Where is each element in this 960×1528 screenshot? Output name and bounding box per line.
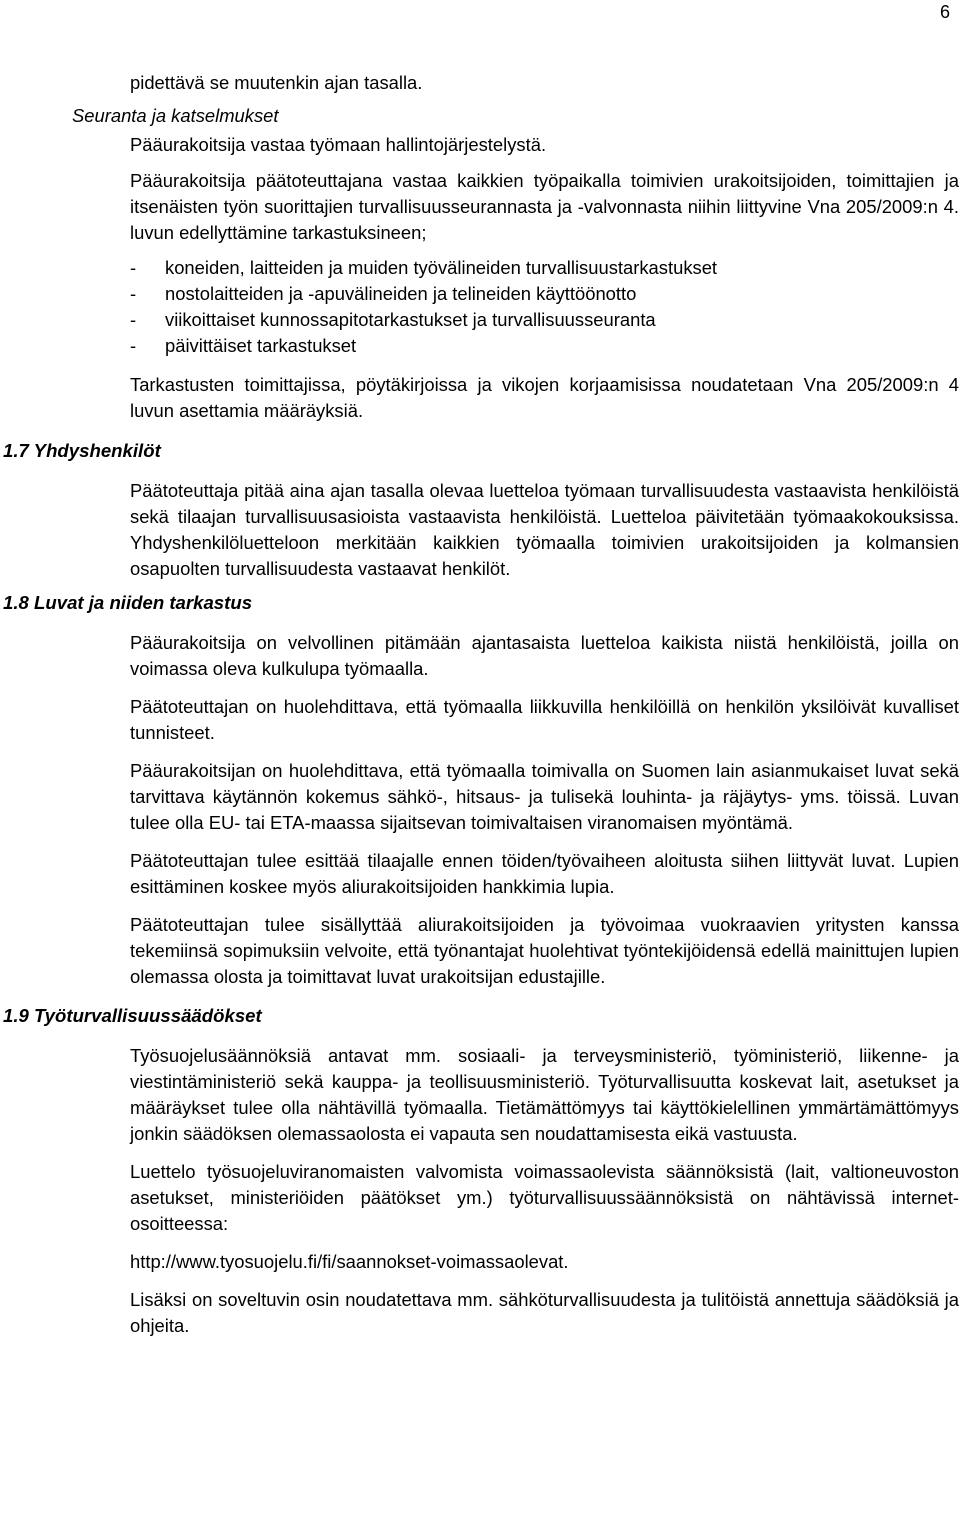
inspection-list [130, 255, 959, 359]
legislation-url: http://www.tyosuojelu.fi/fi/saannokset-voimassaolevat. [130, 1251, 569, 1272]
section-1-9-paragraph-3: Lisäksi on soveltuvin osin noudatettava mm. sähköturvallisuudesta ja tulitöistä annettuja säädöksiä ja ohjeita. [130, 1289, 959, 1336]
page-number: 6 [939, 2, 950, 22]
list-item: - nostolaitteiden ja -apuvälineiden ja telineiden käyttöönotto [130, 281, 959, 307]
seuranta-paragraph-2: Pääurakoitsija päätoteuttajana vastaa kaikkien työpaikalla toimivien urakoitsijoiden, toimittajien ja itsenäisten työn suorittajien turvallisuusseurannasta ja -valvonnasta niihin liittyvine Vna 205/2009:n 4. luvun edellyttämine tarkastuksineen; [130, 170, 959, 243]
section-1-8-paragraph-4: Päätoteuttajan tulee esittää tilaajalle ennen töiden/työvaiheen aloitusta siihen liittyvät luvat. Lupien esittäminen koskee myös aliurakoitsijoiden hankkimia lupia. [130, 850, 959, 897]
section-1-8-paragraph-5: Päätoteuttajan tulee sisällyttää aliurakoitsijoiden ja työvoimaa vuokraavien yritysten kanssa tekemiinsä sopimuksiin velvoite, että työnantajat huolehtivat työntekijöidensä edellä mainittujen lupien olemassa olosta ja toimittavat luvat urakoitsijan edustajille. [130, 914, 959, 987]
section-heading-1-7: 1.7 Yhdyshenkilöt [3, 440, 161, 461]
section-1-9-paragraph-2: Luettelo työsuojeluviranomaisten valvomista voimassaolevista säännöksistä (lait, valtioneuvoston asetukset, ministeriöiden päätökset ym.) työturvallisuussäännöksistä on nähtävissä internet-osoitteessa: [130, 1161, 959, 1234]
list-item: - viikoittaiset kunnossapitotarkastukset ja turvallisuusseuranta [130, 307, 959, 333]
section-1-8-paragraph-1: Pääurakoitsija on velvollinen pitämään ajantasaista luetteloa kaikista niistä henkilöistä, joilla on voimassa oleva kulkulupa työmaalla. [130, 632, 959, 679]
section-1-7-paragraph-1: Päätoteuttaja pitää aina ajan tasalla olevaa luetteloa työmaan turvallisuudesta vastaavista henkilöistä sekä tilaajan turvallisuusasioista vastaavista henkilöistä. Luetteloa päivitetään työmaakokouksissa. Yhdyshenkilöluetteloon merkitään kaikkien työmaalla toimivien urakoitsijoiden ja kolmansien osapuolten turvallisuudesta vastaavat henkilöt. [130, 480, 959, 579]
seuranta-paragraph-1: Pääurakoitsija vastaa työmaan hallintojärjestelystä. [130, 134, 547, 155]
section-heading-1-9: 1.9 Työturvallisuussäädökset [3, 1005, 262, 1026]
section-1-8-paragraph-2: Päätoteuttajan on huolehdittava, että työmaalla liikkuvilla henkilöillä on henkilön yksilöivät kuvalliset tunnisteet. [130, 696, 959, 743]
seuranta-paragraph-3: Tarkastusten toimittajissa, pöytäkirjoissa ja vikojen korjaamisissa noudatetaan Vna 205/2009:n 4 luvun asettamia määräyksiä. [130, 374, 959, 421]
section-1-8-paragraph-3: Pääurakoitsijan on huolehdittava, että työmaalla toimivalla on Suomen lain asianmukaiset luvat sekä tarvittava käytännön kokemus sähkö-, hitsaus- ja tulisekä louhinta- ja räjäytys- yms. töissä. Luvan tulee olla EU- tai ETA-maassa sijaitsevan toimivaltaisen viranomaisen myöntämä. [130, 760, 959, 833]
intro-line: pidettävä se muutenkin ajan tasalla. [130, 72, 423, 93]
list-item: - koneiden, laitteiden ja muiden työvälineiden turvallisuustarkastukset [130, 255, 959, 281]
seuranta-heading: Seuranta ja katselmukset [72, 105, 279, 126]
list-item: - päivittäiset tarkastukset [130, 333, 959, 359]
section-heading-1-8: 1.8 Luvat ja niiden tarkastus [3, 592, 253, 613]
section-1-9-paragraph-1: Työsuojelusäännöksiä antavat mm. sosiaali- ja terveysministeriö, työministeriö, liikenne- ja viestintäministeriö sekä kauppa- ja teollisuusministeriö. Työturvallisuutta koskevat lait, asetukset ja määräykset tulee olla nähtävillä työmaalla. Tietämättömyys tai käyttökielellinen ymmärtämättömyys jonkin säädöksen olemassaolosta ei vapauta sen noudattamisesta eikä vastuusta. [130, 1045, 959, 1144]
document-body [0, 70, 960, 1339]
